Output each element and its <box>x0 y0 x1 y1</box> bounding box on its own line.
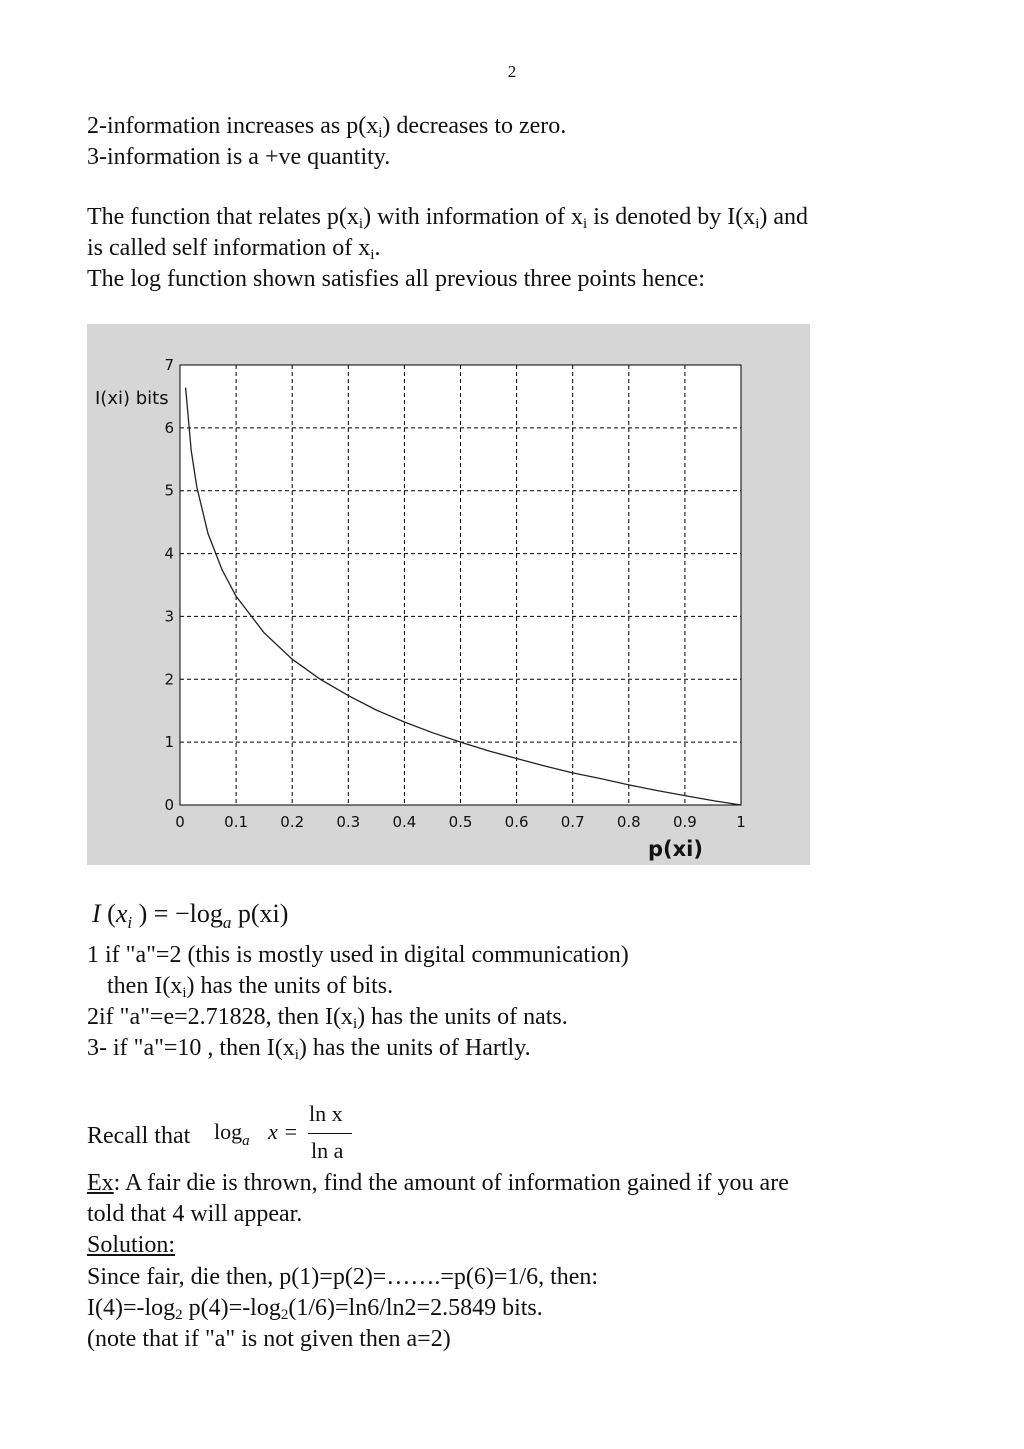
x-tick-label: 0.7 <box>560 813 585 831</box>
units-line-3: 2if "a"=e=2.71828, then $I(x_i)$ has the units of nats. <box>87 1004 568 1032</box>
solution-line-2: $I(4)=-\log_2$ $p(4)=-\log_2(1/6)=\ln 6/\ln 2=2.5849$ bits. <box>87 1295 543 1323</box>
x-tick-label: 1 <box>736 813 746 831</box>
units-line-1: 1 if "a"=2 (this is mostly used in digital communication) <box>87 942 629 968</box>
recall-denominator: ln a <box>311 1138 344 1163</box>
point-2-text: 2-information increases as $p(x_i)$ decreases to zero. <box>87 113 567 141</box>
example-line-2: told that 4 will appear. <box>87 1201 303 1227</box>
x-tick-label: 0.5 <box>448 813 473 831</box>
y-tick-label: 3 <box>164 607 174 626</box>
self-information-chart <box>87 324 810 865</box>
x-tick-label: 0.4 <box>392 813 417 831</box>
fraction-bar <box>308 1133 352 1134</box>
recall-numerator: ln x <box>309 1101 343 1126</box>
y-tick-label: 6 <box>164 418 174 437</box>
x-tick-label: 0.3 <box>336 813 361 831</box>
y-tick-label: 7 <box>164 356 174 374</box>
self-information-formula: I ($x_i$ ) = $-\log_a$ p(xi) <box>92 899 289 932</box>
recall-var: x = <box>268 1119 299 1144</box>
y-axis-label: I(xi) bits <box>95 388 169 409</box>
x-tick-label: 0.9 <box>672 813 697 831</box>
recall-log: $\log_a$ <box>214 1119 250 1149</box>
example-line-1: Ex: A fair die is thrown, find the amount of information gained if you are <box>87 1170 789 1196</box>
x-tick-label: 0.1 <box>224 813 249 831</box>
page-number: 2 <box>507 62 517 81</box>
units-line-2: then $I(x_i)$ has the units of bits. <box>107 973 394 1001</box>
units-line-4: 3- if "a"=10 , then $I(x_i)$ has the units of Hartly. <box>87 1035 531 1063</box>
y-tick-label: 5 <box>164 481 174 500</box>
y-tick-label: 2 <box>164 670 174 689</box>
self-info-line-2: is called self information of $x_i$. <box>87 235 381 263</box>
solution-line-1: Since fair, die then, p(1)=p(2)=…….=p(6)=1/6, then: <box>87 1264 599 1290</box>
x-tick-label: 0.2 <box>280 813 305 831</box>
self-info-line-1: The function that relates $p(x_i)$ with information of $x_i$ is denoted by $I(x_i)$ and <box>87 204 809 232</box>
x-tick-label: 0.6 <box>504 813 529 831</box>
solution-heading: Solution: <box>87 1232 176 1258</box>
y-tick-label: 0 <box>164 796 174 814</box>
x-tick-label: 0.8 <box>616 813 641 831</box>
recall-label: Recall that <box>87 1123 191 1149</box>
y-tick-label: 1 <box>164 733 174 752</box>
y-tick-label: 4 <box>164 544 174 563</box>
solution-line-3: (note that if "a" is not given then a=2) <box>87 1326 451 1352</box>
point-3-text: 3-information is a +ve quantity. <box>87 144 391 170</box>
self-info-line-3: The log function shown satisfies all previous three points hence: <box>87 266 705 292</box>
x-tick-label: 0 <box>175 813 185 831</box>
x-axis-label: p(xi) <box>648 837 703 861</box>
